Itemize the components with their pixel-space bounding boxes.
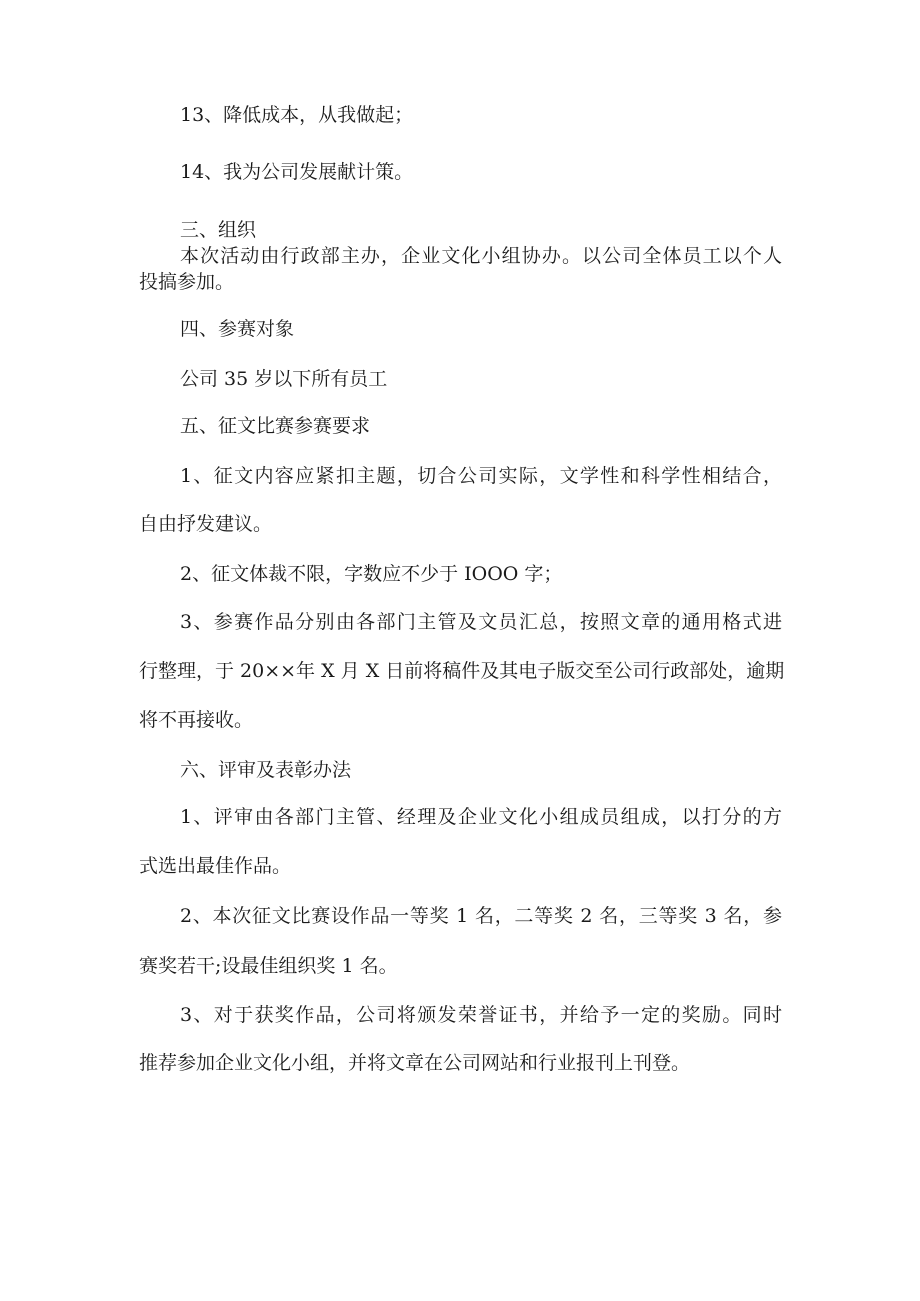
section-5-req-2: 2、征文体裁不限，字数应不少于 IOOO 字；: [180, 563, 563, 585]
section-6-rule-3-line-1: 3、对于获奖作品，公司将颁发荣誉证书，并给予一定的奖励。同时: [180, 1004, 782, 1026]
section-3-body-line-2: 投搞参加。: [139, 271, 235, 293]
section-5-req-3-line-1: 3、参赛作品分别由各部门主管及文员汇总，按照文章的通用格式进: [180, 611, 782, 633]
section-6-rule-3-line-2: 推荐参加企业文化小组，并将文章在公司网站和行业报刊上刊登。: [139, 1052, 691, 1074]
section-6-heading: 六、评审及表彰办法: [180, 759, 352, 781]
section-5-req-1-line-1: 1、征文内容应紧扣主题，切合公司实际，文学性和科学性相结合，: [180, 465, 782, 487]
section-3-heading: 三、组织: [180, 219, 257, 241]
list-item-14: 14、我为公司发展献计策。: [180, 161, 414, 183]
section-3-body-line-1: 本次活动由行政部主办，企业文化小组协办。以公司全体员工以个人: [180, 245, 782, 267]
section-5-req-1-line-2: 自由抒发建议。: [139, 513, 273, 535]
section-5-req-3-line-2: 行整理，于 20××年 X 月 X 日前将稿件及其电子版交至公司行政部处，逾期: [139, 660, 785, 682]
section-6-rule-1-line-1: 1、评审由各部门主管、经理及企业文化小组成员组成，以打分的方: [180, 806, 782, 828]
section-5-heading: 五、征文比赛参赛要求: [180, 415, 371, 437]
list-item-13: 13、降低成本，从我做起；: [180, 104, 414, 126]
section-4-body: 公司 35 岁以下所有员工: [180, 368, 388, 390]
section-4-heading: 四、参赛对象: [180, 318, 295, 340]
section-6-rule-2-line-1: 2、本次征文比赛设作品一等奖 1 名，二等奖 2 名，三等奖 3 名，参: [180, 905, 782, 927]
section-6-rule-1-line-2: 式选出最佳作品。: [139, 855, 292, 877]
section-6-rule-2-line-2: 赛奖若干;设最佳组织奖 1 名。: [139, 955, 398, 977]
section-5-req-3-line-3: 将不再接收。: [139, 709, 254, 731]
